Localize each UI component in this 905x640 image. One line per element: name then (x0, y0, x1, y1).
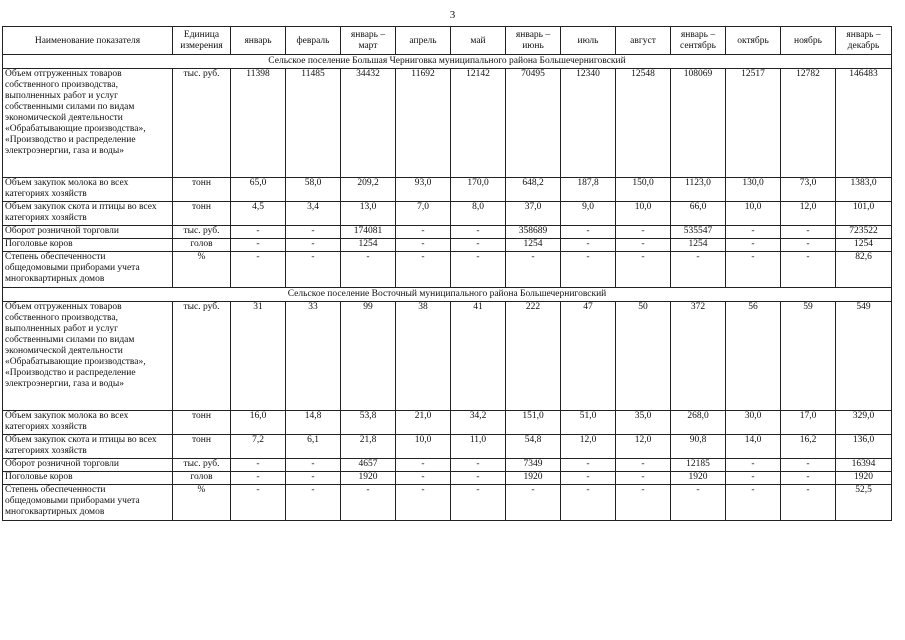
value-cell: - (451, 239, 506, 252)
header-period: август (616, 27, 671, 55)
value-cell: 10,0 (616, 202, 671, 226)
value-cell: 13,0 (341, 202, 396, 226)
unit-cell: тонн (173, 435, 231, 459)
table-row (3, 69, 892, 178)
value-cell: 59 (781, 302, 836, 411)
value-cell: 65,0 (231, 178, 286, 202)
value-cell: 1254 (506, 239, 561, 252)
header-period: январь – декабрь (836, 27, 892, 55)
value-cell: 222 (506, 302, 561, 411)
unit-cell: тонн (173, 411, 231, 435)
value-cell: 99 (341, 302, 396, 411)
value-cell: 90,8 (671, 435, 726, 459)
value-cell: 9,0 (561, 202, 616, 226)
value-cell: - (781, 459, 836, 472)
value-cell: 7349 (506, 459, 561, 472)
value-cell: - (286, 226, 341, 239)
value-cell: - (726, 239, 781, 252)
table-row (3, 178, 892, 202)
value-cell: - (286, 485, 341, 521)
header-period: январь (231, 27, 286, 55)
value-cell: - (506, 485, 561, 521)
value-cell: - (781, 226, 836, 239)
value-cell: 7,2 (231, 435, 286, 459)
unit-cell: голов (173, 239, 231, 252)
value-cell: - (781, 472, 836, 485)
value-cell: 82,6 (836, 252, 892, 288)
value-cell: - (506, 252, 561, 288)
header-unit: Единица измерения (173, 27, 231, 55)
value-cell: 12340 (561, 69, 616, 178)
table-row (3, 485, 892, 521)
value-cell: 12,0 (616, 435, 671, 459)
table-row (3, 472, 892, 485)
value-cell: 3,4 (286, 202, 341, 226)
indicator-name: Оборот розничной торговли (3, 459, 173, 472)
value-cell: 170,0 (451, 178, 506, 202)
value-cell: 14,0 (726, 435, 781, 459)
value-cell: 209,2 (341, 178, 396, 202)
value-cell: - (616, 485, 671, 521)
unit-cell: тыс. руб. (173, 459, 231, 472)
value-cell: 549 (836, 302, 892, 411)
value-cell: - (671, 485, 726, 521)
value-cell: 8,0 (451, 202, 506, 226)
value-cell: - (396, 252, 451, 288)
value-cell: 38 (396, 302, 451, 411)
value-cell: 146483 (836, 69, 892, 178)
unit-cell: голов (173, 472, 231, 485)
value-cell: 70495 (506, 69, 561, 178)
value-cell: 14,8 (286, 411, 341, 435)
value-cell: 12782 (781, 69, 836, 178)
value-cell: - (616, 472, 671, 485)
value-cell: 1254 (671, 239, 726, 252)
value-cell: - (231, 459, 286, 472)
value-cell: - (616, 239, 671, 252)
unit-cell: тыс. руб. (173, 69, 231, 178)
table-row (3, 202, 892, 226)
header-period: июль (561, 27, 616, 55)
header-indicator-name: Наименование показателя (3, 27, 173, 55)
section-title-row (3, 288, 892, 302)
value-cell: 30,0 (726, 411, 781, 435)
value-cell: - (561, 459, 616, 472)
value-cell: 34432 (341, 69, 396, 178)
value-cell: - (341, 485, 396, 521)
value-cell: 101,0 (836, 202, 892, 226)
value-cell: 268,0 (671, 411, 726, 435)
value-cell: - (286, 252, 341, 288)
value-cell: - (396, 226, 451, 239)
value-cell: - (231, 485, 286, 521)
value-cell: - (286, 239, 341, 252)
value-cell: - (561, 226, 616, 239)
value-cell: 187,8 (561, 178, 616, 202)
value-cell: - (561, 472, 616, 485)
value-cell: 93,0 (396, 178, 451, 202)
page-number: 3 (449, 9, 456, 21)
value-cell: 54,8 (506, 435, 561, 459)
value-cell: 33 (286, 302, 341, 411)
value-cell: - (451, 252, 506, 288)
value-cell: 136,0 (836, 435, 892, 459)
indicator-name: Объем закупок скота и птицы во всех категориях хозяйств (3, 435, 173, 459)
value-cell: 10,0 (396, 435, 451, 459)
unit-cell: % (173, 485, 231, 521)
value-cell: - (781, 239, 836, 252)
value-cell: - (396, 459, 451, 472)
unit-cell: тонн (173, 202, 231, 226)
value-cell: - (396, 472, 451, 485)
value-cell: 7,0 (396, 202, 451, 226)
indicator-name: Объем закупок молока во всех категориях хозяйств (3, 178, 173, 202)
value-cell: 10,0 (726, 202, 781, 226)
value-cell: 52,5 (836, 485, 892, 521)
value-cell: - (231, 472, 286, 485)
value-cell: 4657 (341, 459, 396, 472)
indicator-name: Степень обеспеченности общедомовыми приборами учета многоквартирных домов (3, 485, 173, 521)
table-row (3, 239, 892, 252)
indicator-name: Объем отгруженных товаров собственного производства, выполненных работ и услуг собственными силами по видам экономической деятельности «Обрабатывающие производства», «Производство и распределение электроэнергии, газа и воды» (3, 69, 173, 178)
value-cell: 31 (231, 302, 286, 411)
header-period: январь – июнь (506, 27, 561, 55)
value-cell: 47 (561, 302, 616, 411)
value-cell: 535547 (671, 226, 726, 239)
value-cell: 58,0 (286, 178, 341, 202)
indicator-name: Объем закупок молока во всех категориях хозяйств (3, 411, 173, 435)
value-cell: - (726, 252, 781, 288)
value-cell: 16,2 (781, 435, 836, 459)
header-period: октябрь (726, 27, 781, 55)
value-cell: 34,2 (451, 411, 506, 435)
value-cell: 1254 (341, 239, 396, 252)
value-cell: 1383,0 (836, 178, 892, 202)
value-cell: - (231, 239, 286, 252)
value-cell: - (231, 252, 286, 288)
section-title-row (3, 55, 892, 69)
value-cell: 73,0 (781, 178, 836, 202)
header-period: февраль (286, 27, 341, 55)
unit-cell: % (173, 252, 231, 288)
value-cell: 150,0 (616, 178, 671, 202)
value-cell: 1254 (836, 239, 892, 252)
value-cell: - (671, 252, 726, 288)
table-row (3, 459, 892, 472)
value-cell: 358689 (506, 226, 561, 239)
value-cell: - (286, 459, 341, 472)
value-cell: 12517 (726, 69, 781, 178)
value-cell: - (616, 226, 671, 239)
value-cell: - (561, 239, 616, 252)
value-cell: 151,0 (506, 411, 561, 435)
value-cell: 1123,0 (671, 178, 726, 202)
indicator-name: Поголовье коров (3, 472, 173, 485)
section-title: Сельское поселение Большая Черниговка муниципального района Большечерниговский (3, 55, 892, 69)
value-cell: 53,8 (341, 411, 396, 435)
value-cell: 372 (671, 302, 726, 411)
value-cell: - (781, 485, 836, 521)
header-period: апрель (396, 27, 451, 55)
value-cell: - (396, 239, 451, 252)
value-cell: - (286, 472, 341, 485)
value-cell: 1920 (671, 472, 726, 485)
value-cell: - (341, 252, 396, 288)
value-cell: - (781, 252, 836, 288)
value-cell: 1920 (836, 472, 892, 485)
value-cell: - (561, 485, 616, 521)
value-cell: 130,0 (726, 178, 781, 202)
value-cell: - (451, 485, 506, 521)
header-period: ноябрь (781, 27, 836, 55)
value-cell: 50 (616, 302, 671, 411)
value-cell: - (726, 485, 781, 521)
indicator-name: Объем отгруженных товаров собственного производства, выполненных работ и услуг собственными силами по видам экономической деятельности «Обрабатывающие производства», «Производство и распределение электроэнергии, газа и воды» (3, 302, 173, 411)
value-cell: 56 (726, 302, 781, 411)
value-cell: 51,0 (561, 411, 616, 435)
table-row (3, 226, 892, 239)
header-period: январь – сентябрь (671, 27, 726, 55)
value-cell: - (726, 226, 781, 239)
unit-cell: тыс. руб. (173, 302, 231, 411)
indicators-table (2, 26, 892, 521)
indicator-name: Поголовье коров (3, 239, 173, 252)
value-cell: - (616, 459, 671, 472)
value-cell: 11692 (396, 69, 451, 178)
unit-cell: тыс. руб. (173, 226, 231, 239)
value-cell: 41 (451, 302, 506, 411)
value-cell: 1920 (506, 472, 561, 485)
unit-cell: тонн (173, 178, 231, 202)
value-cell: 174081 (341, 226, 396, 239)
value-cell: - (451, 226, 506, 239)
value-cell: - (616, 252, 671, 288)
value-cell: 12,0 (781, 202, 836, 226)
value-cell: 12185 (671, 459, 726, 472)
value-cell: - (396, 485, 451, 521)
value-cell: 11,0 (451, 435, 506, 459)
value-cell: 648,2 (506, 178, 561, 202)
value-cell: 17,0 (781, 411, 836, 435)
value-cell: 16394 (836, 459, 892, 472)
value-cell: - (726, 472, 781, 485)
value-cell: 723522 (836, 226, 892, 239)
value-cell: 1920 (341, 472, 396, 485)
value-cell: 21,8 (341, 435, 396, 459)
value-cell: 16,0 (231, 411, 286, 435)
section-title: Сельское поселение Восточный муниципального района Большечерниговский (3, 288, 892, 302)
indicator-name: Степень обеспеченности общедомовыми приборами учета многоквартирных домов (3, 252, 173, 288)
value-cell: 6,1 (286, 435, 341, 459)
table-row (3, 411, 892, 435)
value-cell: 329,0 (836, 411, 892, 435)
indicator-name: Оборот розничной торговли (3, 226, 173, 239)
value-cell: 35,0 (616, 411, 671, 435)
header-period: май (451, 27, 506, 55)
table-row (3, 435, 892, 459)
value-cell: 21,0 (396, 411, 451, 435)
value-cell: 4,5 (231, 202, 286, 226)
value-cell: 12548 (616, 69, 671, 178)
table-row (3, 252, 892, 288)
header-row (3, 27, 892, 55)
value-cell: 11485 (286, 69, 341, 178)
value-cell: - (561, 252, 616, 288)
value-cell: - (451, 472, 506, 485)
value-cell: 66,0 (671, 202, 726, 226)
header-period: январь – март (341, 27, 396, 55)
value-cell: - (451, 459, 506, 472)
value-cell: - (231, 226, 286, 239)
value-cell: 12,0 (561, 435, 616, 459)
value-cell: 37,0 (506, 202, 561, 226)
value-cell: 108069 (671, 69, 726, 178)
indicator-name: Объем закупок скота и птицы во всех категориях хозяйств (3, 202, 173, 226)
value-cell: 11398 (231, 69, 286, 178)
value-cell: 12142 (451, 69, 506, 178)
value-cell: - (726, 459, 781, 472)
table-row (3, 302, 892, 411)
